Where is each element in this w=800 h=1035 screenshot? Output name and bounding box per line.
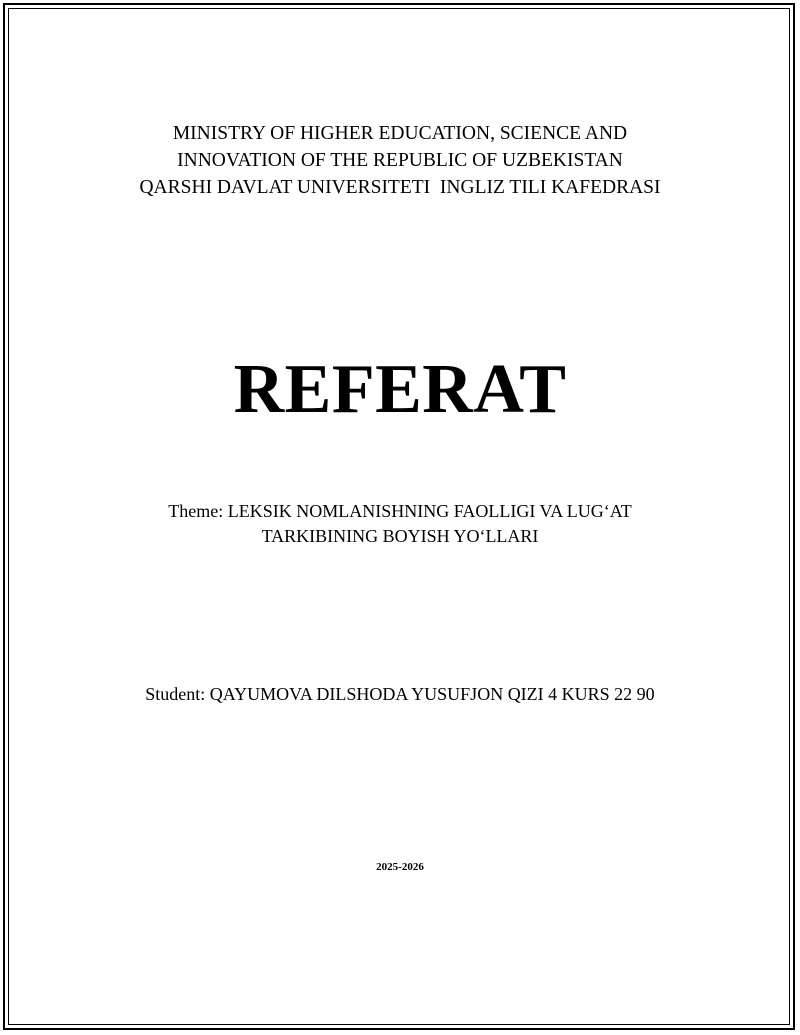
header-line-republic: INNOVATION OF THE REPUBLIC OF UZBEKISTAN	[177, 150, 623, 171]
theme-line-2: TARKIBINING BOYISH YO‘LLARI	[261, 526, 539, 546]
document-title: REFERAT	[233, 351, 567, 428]
theme-line-1: Theme: LEKSIK NOMLANISHNING FAOLLIGI VA LUG‘AT	[168, 501, 632, 521]
institution-header	[0, 120, 800, 201]
header-line-university: QARSHI DAVLAT UNIVERSITETI INGLIZ TILI KAFEDRASI	[139, 177, 661, 198]
academic-year: 2025-2026	[376, 861, 424, 873]
header-line-ministry: MINISTRY OF HIGHER EDUCATION, SCIENCE AND	[172, 123, 628, 144]
student-info: Student: QAYUMOVA DILSHODA YUSUFJON QIZI 4 KURS 22 90	[145, 684, 655, 704]
theme-block	[0, 499, 800, 549]
